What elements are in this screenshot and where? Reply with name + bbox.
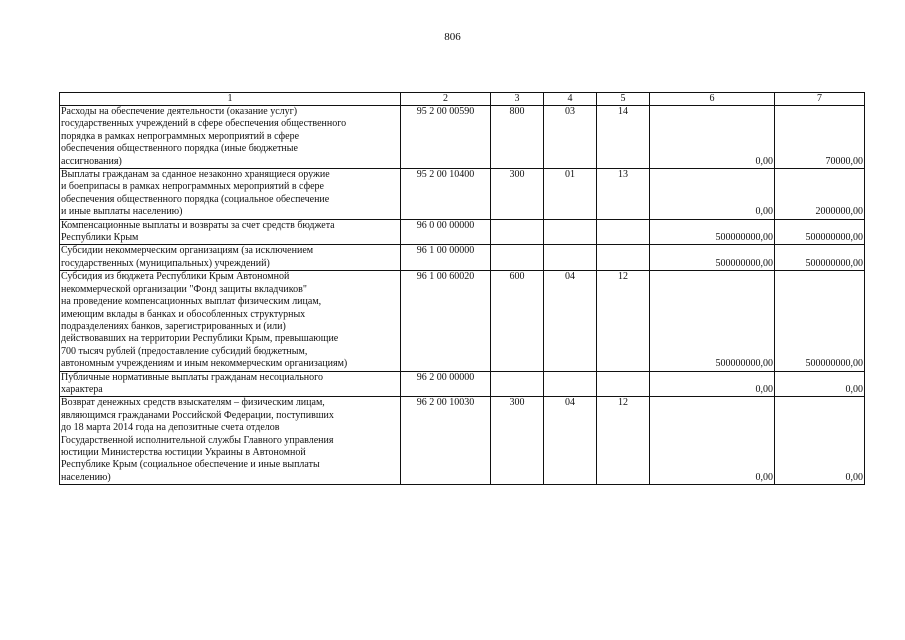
section-code: 04 [544, 397, 597, 485]
amount-column-6: 0,00 [650, 371, 775, 397]
section-code [544, 245, 597, 271]
description-line: являющимся гражданами Российской Федерации, поступивших [61, 409, 334, 421]
description-line: населению) [61, 471, 111, 483]
section-code [544, 371, 597, 397]
description-line: некоммерческой организации "Фонд защиты вкладчиков" [61, 283, 307, 295]
description-line: Выплаты гражданам за сданное незаконно хранящиеся оружие [61, 169, 330, 181]
amount-column-6: 500000000,00 [650, 271, 775, 371]
section-code: 03 [544, 106, 597, 169]
description-line: до 18 марта 2014 года на депозитные счета отделов [61, 422, 280, 434]
description-line: ассигнования) [61, 155, 122, 167]
budget-code: 96 1 00 00000 [401, 245, 491, 271]
row-description [60, 271, 401, 371]
description-line: характера [61, 383, 103, 395]
budget-code: 96 0 00 00000 [401, 219, 491, 245]
amount-column-7: 0,00 [775, 371, 865, 397]
description-line: обеспечения общественного порядка (иные бюджетные [61, 143, 298, 155]
expense-type-code [491, 245, 544, 271]
row-description [60, 397, 401, 485]
description-line: Государственной исполнительной службы Главного управления [61, 434, 334, 446]
expense-type-code: 300 [491, 397, 544, 485]
description-line: имеющим вклады в банках и обособленных структурных [61, 308, 306, 320]
section-code: 01 [544, 169, 597, 220]
table-row [60, 169, 865, 220]
subsection-code: 14 [597, 106, 650, 169]
row-description [60, 245, 401, 271]
amount-column-7: 0,00 [775, 397, 865, 485]
section-code: 04 [544, 271, 597, 371]
budget-code: 96 2 00 10030 [401, 397, 491, 485]
amount-column-6: 0,00 [650, 169, 775, 220]
description-line: 700 тысяч рублей (предоставление субсидий бюджетным, [61, 345, 308, 357]
budget-table [59, 92, 865, 485]
description-line: порядка в рамках непрограммных мероприятий в сфере [61, 130, 300, 142]
subsection-code: 13 [597, 169, 650, 220]
description-line: и иные выплаты населению) [61, 206, 183, 218]
subsection-code [597, 245, 650, 271]
description-line: Республики Крым [61, 232, 139, 244]
column-header: 6 [650, 93, 775, 106]
section-code [544, 219, 597, 245]
row-description [60, 219, 401, 245]
amount-column-6: 500000000,00 [650, 219, 775, 245]
column-header: 2 [401, 93, 491, 106]
budget-code: 95 2 00 10400 [401, 169, 491, 220]
description-line: подразделениях банков, зарегистрированных и (или) [61, 320, 286, 332]
page-number: 806 [444, 31, 461, 43]
description-line: Расходы на обеспечение деятельности (оказание услуг) [61, 106, 298, 117]
description-line: обеспечения общественного порядка (социальное обеспечение [61, 193, 330, 205]
amount-column-7: 500000000,00 [775, 245, 865, 271]
row-description [60, 106, 401, 169]
column-header: 1 [60, 93, 401, 106]
subsection-code: 12 [597, 397, 650, 485]
expense-type-code [491, 219, 544, 245]
column-header: 5 [597, 93, 650, 106]
subsection-code: 12 [597, 271, 650, 371]
table-row [60, 245, 865, 271]
row-description [60, 169, 401, 220]
description-line: автономным учреждениям и иным некоммерческим организациям) [61, 358, 348, 370]
table-row [60, 371, 865, 397]
subsection-code [597, 219, 650, 245]
budget-code: 96 1 00 60020 [401, 271, 491, 371]
row-description [60, 371, 401, 397]
description-line: и боеприпасы в рамках непрограммных мероприятий в сфере [61, 181, 324, 193]
amount-column-6: 0,00 [650, 106, 775, 169]
table-row [60, 271, 865, 371]
description-line: Публичные нормативные выплаты гражданам несоциального [61, 371, 324, 383]
column-header: 7 [775, 93, 865, 106]
column-header: 3 [491, 93, 544, 106]
amount-column-7: 500000000,00 [775, 271, 865, 371]
column-header: 4 [544, 93, 597, 106]
table-header-row [60, 93, 865, 106]
amount-column-6: 0,00 [650, 397, 775, 485]
description-line: Субсидия из бюджета Республики Крым Автономной [61, 271, 290, 283]
table-row [60, 106, 865, 169]
budget-code: 95 2 00 00590 [401, 106, 491, 169]
table-row [60, 219, 865, 245]
description-line: Возврат денежных средств взыскателям – физическим лицам, [61, 397, 325, 409]
amount-column-7: 500000000,00 [775, 219, 865, 245]
description-line: Компенсационные выплаты и возвраты за счет средств бюджета [61, 219, 335, 231]
description-line: Субсидии некоммерческим организациям (за исключением [61, 245, 314, 257]
expense-type-code: 800 [491, 106, 544, 169]
description-line: действовавших на территории Республики Крым, превышающие [61, 333, 339, 345]
budget-code: 96 2 00 00000 [401, 371, 491, 397]
amount-column-6: 500000000,00 [650, 245, 775, 271]
subsection-code [597, 371, 650, 397]
expense-type-code: 300 [491, 169, 544, 220]
description-line: Республике Крым (социальное обеспечение и иные выплаты [61, 459, 320, 471]
description-line: на проведение компенсационных выплат физическим лицам, [61, 296, 322, 308]
description-line: государственных (муниципальных) учреждений) [61, 257, 270, 269]
amount-column-7: 2000000,00 [775, 169, 865, 220]
amount-column-7: 70000,00 [775, 106, 865, 169]
description-line: юстиции Министерства юстиции Украины в Автономной [61, 446, 306, 458]
expense-type-code: 600 [491, 271, 544, 371]
expense-type-code [491, 371, 544, 397]
table-row [60, 397, 865, 485]
description-line: государственных учреждений в сфере обеспечения общественного [61, 118, 347, 130]
